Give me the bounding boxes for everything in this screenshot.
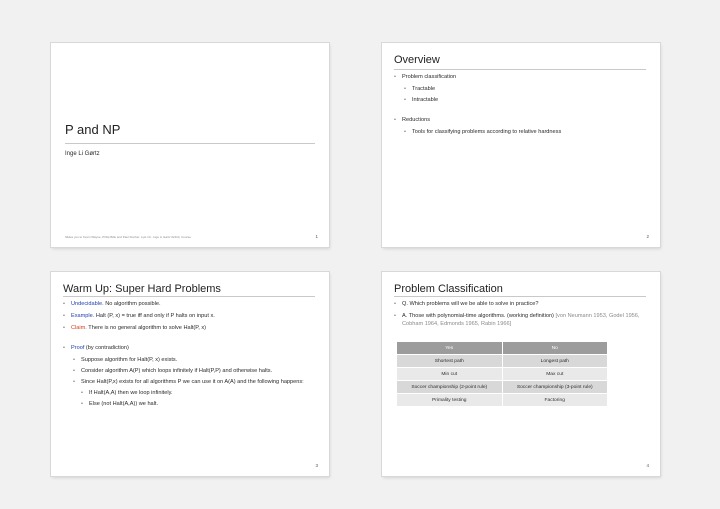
list-item: • Else (not Halt(A,A)) we halt. <box>63 401 321 409</box>
term-example: Example. <box>71 313 95 320</box>
slide-title: Warm Up: Super Hard Problems <box>63 283 221 295</box>
list-item <box>394 313 652 328</box>
bullet-list <box>394 74 652 140</box>
table-header-row <box>397 342 607 354</box>
classification-table <box>396 341 608 407</box>
slide-4 <box>382 272 660 476</box>
table-row <box>397 381 607 393</box>
table-cell: Soccer championship (2-point rule) <box>397 381 502 393</box>
list-item: • Intractable <box>394 97 652 105</box>
item-text: A. Those with polynomial-time algorithms. (working definition) <box>402 313 556 320</box>
item-text: Halt (P, x) = true iff and only if P halts on input x. <box>94 313 215 320</box>
bullet-list <box>394 301 652 333</box>
slide-title: P and NP <box>65 122 121 137</box>
list-item <box>63 325 321 333</box>
list-item: • Consider algorithm A(P) which loops infinitely if Halt(P,P) and otherwise halts. <box>63 368 321 376</box>
table-row <box>397 355 607 367</box>
table-row <box>397 394 607 406</box>
item-text: No algorithm possible. <box>103 301 161 307</box>
table-cell: Longest path <box>503 355 608 367</box>
list-item: • Tractable <box>394 86 652 94</box>
list-item: • If Halt(A,A) then we loop infinitely. <box>63 390 321 398</box>
list-item: • Reductions <box>394 117 652 125</box>
table-row <box>397 368 607 380</box>
term-proof: Proof <box>71 344 85 351</box>
title-divider <box>65 143 315 144</box>
column-header-yes: Yes <box>397 342 502 354</box>
slide-title: Overview <box>394 54 440 66</box>
table-cell: Soccer championship (3-point rule) <box>503 381 608 393</box>
list-item: • Suppose algorithm for Halt(P, x) exists. <box>63 357 321 365</box>
page-number: 2 <box>646 234 649 239</box>
slide-2 <box>382 43 660 247</box>
slide-3 <box>51 272 329 476</box>
list-item: • Tools for classifying problems according to relative hardness <box>394 129 652 137</box>
item-text: There is no general algorithm to solve Halt(P, x) <box>86 325 207 332</box>
title-divider <box>394 296 646 297</box>
page-number: 1 <box>315 234 318 239</box>
term-claim: Claim. <box>71 325 87 332</box>
bullet-list <box>63 301 321 412</box>
list-item: • Problem classification <box>394 74 652 82</box>
slide-1 <box>51 43 329 247</box>
list-item: • Since Halt(P,x) exists for all algorithms P we can use it on A(A) and the following happens: <box>63 379 321 387</box>
item-text: (by contradiction) <box>84 344 129 351</box>
term-undecidable: Undecidable. <box>71 301 104 307</box>
table-cell: Max cut <box>503 368 608 380</box>
list-item <box>63 313 321 321</box>
author-name: Inge Li Gørtz <box>65 151 100 157</box>
page-number: 3 <box>315 463 318 468</box>
table-cell: Factoring <box>503 394 608 406</box>
table-cell: Primality testing <box>397 394 502 406</box>
title-divider <box>63 296 315 297</box>
slide-title: Problem Classification <box>394 283 503 295</box>
list-item: • Q. Which problems will we be able to solve in practice? <box>394 301 652 309</box>
table-cell: Min cut <box>397 368 502 380</box>
list-item <box>63 345 321 353</box>
references: [von Neumann 1953, Godel 1956, Cobham 1964, Edmonds 1965, Rabin 1966] <box>402 313 640 327</box>
title-divider <box>394 69 646 70</box>
table-cell: Shortest path <box>397 355 502 367</box>
footnote: Slides you to Kevin Wayne, Philip Bille and Paul Fischer. Lyst 10 - Inge Li Gørtz 02110, Course <box>65 235 191 239</box>
list-item <box>63 301 321 309</box>
column-header-no: No <box>503 342 608 354</box>
page-number: 4 <box>646 463 649 468</box>
